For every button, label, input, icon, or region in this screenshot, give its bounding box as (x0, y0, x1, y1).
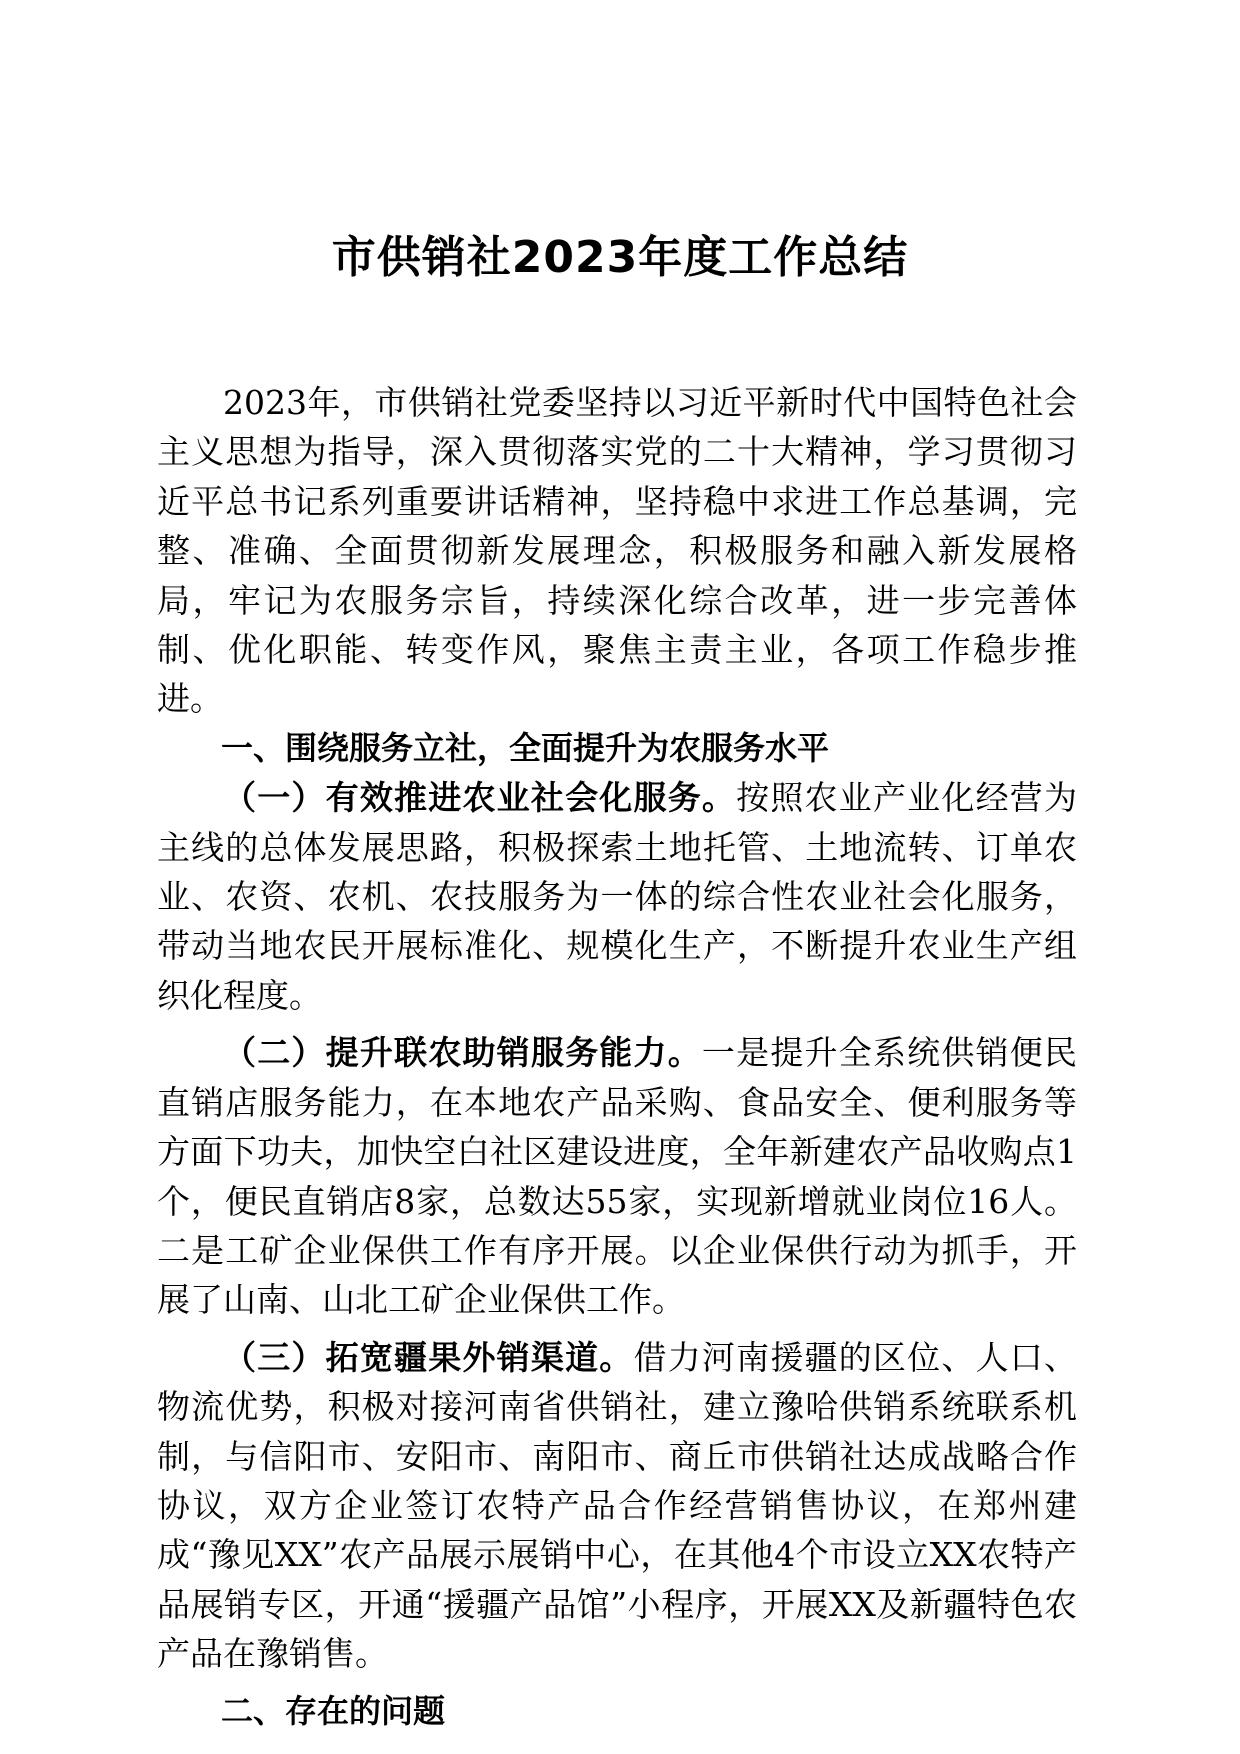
item-2-text: 一是提升全系统供销便民直销店服务能力，在本地农产品采购、食品安全、便利服务等方面下功夫，加快空白社区建设进度，全年新建农产品收购点1个，便民直销店8家，总数达55家，实现新增就业岗位16人。二是工矿企业保供工作有序开展。以企业保供行动为抓手，开展了山南、山北工矿企业保供工作。 (157, 1033, 1078, 1320)
section-heading-1: 一、围绕服务立社，全面提升为农服务水平 (221, 728, 830, 767)
item-3-lead: （三）拓宽疆果外销渠道。 (223, 1337, 634, 1377)
item-1-text: 按照农业产业化经营为主线的总体发展思路，积极探索土地托管、土地流转、订单农业、农资、农机、农技服务为一体的综合性农业社会化服务，带动当地农民开展标准化、规模化生产，不断提升农业生产组织化程度。 (157, 778, 1078, 1015)
section-heading-2: 二、存在的问题 (221, 1691, 446, 1730)
section1-item-3 (157, 1333, 1077, 1679)
item-1-lead: （一）有效推进农业社会化服务。 (223, 778, 737, 818)
document-body (157, 378, 1077, 1736)
intro-paragraph: 2023年，市供销社党委坚持以习近平新时代中国特色社会主义思想为指导，深入贯彻落实党的二十大精神，学习贯彻习近平总书记系列重要讲话精神，坚持稳中求进工作总基调，完整、准确、全面贯彻新发展理念，积极服务和融入新发展格局，牢记为农服务宗旨，持续深化综合改革，进一步完善体制、优化职能、转变作风，聚焦主责主业，各项工作稳步推进。 (157, 383, 1077, 719)
item-3-text: 借力河南援疆的区位、人口、物流优势，积极对接河南省供销社，建立豫哈供销系统联系机制，与信阳市、安阳市、南阳市、商丘市供销社达成战略合作协议，双方企业签订农特产品合作经营销售协议，在郑州建成“豫见XX”农产品展示展销中心，在其他4个市设立XX农特产品展销专区，开通“援疆产品馆”小程序，开展XX及新疆特色农产品在豫销售。 (157, 1337, 1078, 1674)
section1-item-2 (157, 1028, 1077, 1324)
document-title: 市供销社2023年度工作总结 (331, 232, 909, 283)
item-2-lead: （二）提升联农助销服务能力。 (223, 1033, 702, 1073)
section1-item-1 (157, 773, 1077, 1020)
